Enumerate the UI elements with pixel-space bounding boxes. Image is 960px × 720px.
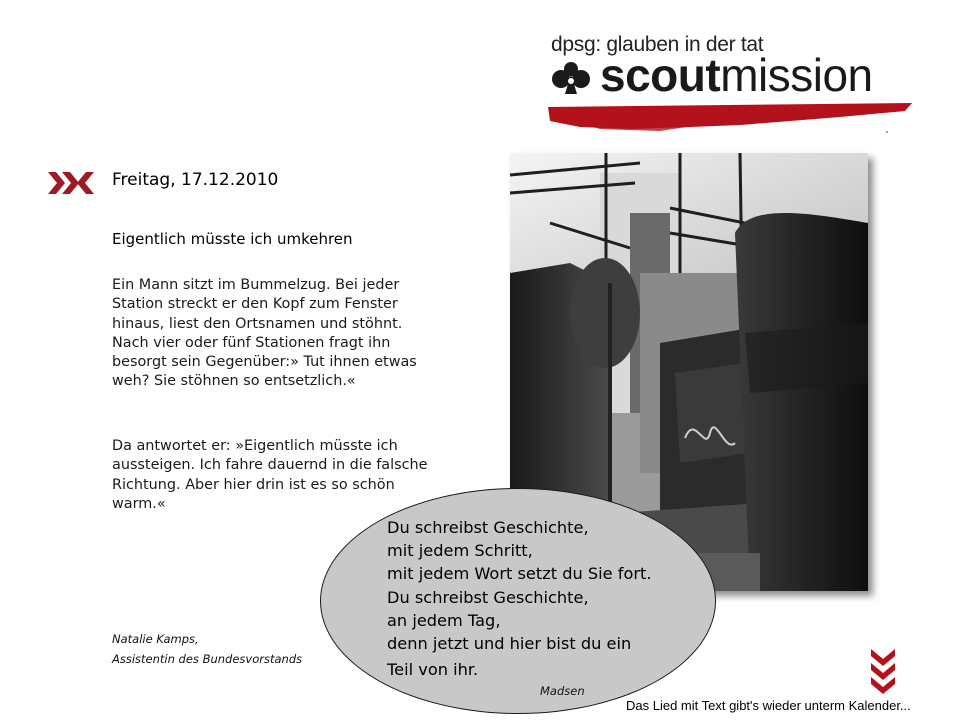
song-lyrics xyxy=(387,516,652,681)
fleur-de-lis-icon xyxy=(549,60,593,98)
lyric-line: mit jedem Schritt, xyxy=(387,541,533,561)
article-title: Eigentlich müsste ich umkehren xyxy=(112,230,353,248)
lyric-line: Du schreibst Geschichte, xyxy=(387,518,589,537)
logo-word-bold: scout xyxy=(600,49,721,101)
double-chevron-right-icon xyxy=(48,170,98,196)
lyric-line: mit jedem Wort setzt du Sie fort. xyxy=(387,564,652,584)
lyric-line: an jedem Tag, xyxy=(387,610,501,630)
article-paragraph-2: Da antwortet er: »Eigentlich müsste ich aussteigen. Ich fahre dauernd in die falsche Richtung. Aber hier drin ist es so schön warm.« xyxy=(112,438,428,512)
date-heading: Freitag, 17.12.2010 xyxy=(112,170,279,190)
quote-source: Madsen xyxy=(540,684,585,698)
footer-note: Das Lied mit Text gibt's wieder unterm Kalender... xyxy=(626,698,911,713)
logo-word-regular: mission xyxy=(720,49,873,101)
logo-wordmark xyxy=(600,50,873,100)
author-name: Natalie Kamps, xyxy=(112,632,199,646)
double-chevron-down-icon[interactable] xyxy=(868,645,898,695)
lyric-line: Du schreibst Geschichte, xyxy=(387,587,589,607)
red-brush-stroke xyxy=(540,95,920,135)
author-role: Assistentin des Bundesvorstands xyxy=(112,652,303,666)
logo-tagline: dpsg: glauben in der tat xyxy=(551,33,764,56)
lyric-line: denn jetzt und hier bist du ein xyxy=(387,634,632,654)
lyric-line: Teil von ihr. xyxy=(387,660,479,680)
article-paragraph-1: Ein Mann sitzt im Bummelzug. Bei jeder Station streckt er den Kopf zum Fenster hinaus, liest den Ortsnamen und stöhnt. Nach vier oder fünf Stationen fragt ihn besorgt sein Gegenüber:» Tut ihnen etwas weh? Sie stöhnen so entsetzlich.« xyxy=(112,277,417,390)
